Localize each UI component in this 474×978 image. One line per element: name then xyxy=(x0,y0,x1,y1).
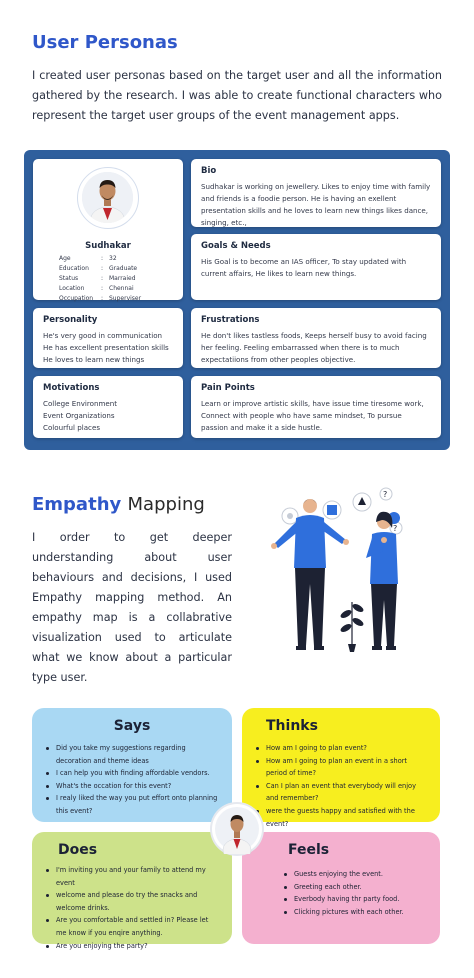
person-avatar-icon xyxy=(82,172,133,223)
person-avatar-icon xyxy=(212,804,262,854)
svg-text:?: ? xyxy=(393,524,398,533)
empathy-intro: I order to get deeper understanding about user behaviours and decisions, I used Empathy mapping method. An empathy map is a collabrative visualization used to articulate what we know about a particular type user. xyxy=(32,531,232,684)
attr-row: Location : Chennai xyxy=(59,285,134,292)
thinks-quadrant xyxy=(242,708,440,828)
list-item: Did you take my suggestions regarding decoration and theme ideas xyxy=(46,742,218,767)
persona-attributes xyxy=(59,254,141,304)
feels-title: Feels xyxy=(288,842,330,858)
personas-title: User Personas xyxy=(32,32,178,53)
personas-intro: I created user personas based on the target user and all the information gathered by the research. I was able to create functional characters who represent the target user groups of the event management apps. xyxy=(32,69,442,122)
avatar xyxy=(77,167,139,229)
attr-row: Education : Graduate xyxy=(59,265,138,272)
pain-points-title: Pain Points xyxy=(201,383,255,393)
attr-row: Age : 32 xyxy=(59,255,117,262)
list-item: He has excellent presentation skills xyxy=(43,343,169,352)
two-people-thinking-illustration xyxy=(262,484,432,654)
list-item: I can help you with finding affordable vendors. xyxy=(46,767,218,780)
list-item: Guests enjoying the event. xyxy=(284,868,426,881)
bio-text: Sudhakar is working on jewellery. Likes to enjoy time with family and friends is a foodie person. He is having an exellent presentation skills and he loves to learn new things likes dance, singing, etc., xyxy=(201,182,431,227)
personality-card xyxy=(33,308,183,368)
motivations-card xyxy=(33,376,183,438)
list-item: Colourful places xyxy=(43,423,101,432)
goals-card xyxy=(191,234,441,300)
frustrations-text: He don't likes tastless foods, Keeps herself busy to avoid facing her feeling. Feeling embarrassed when there is to much expectatiions from other peoples objective. xyxy=(201,331,427,364)
list-item: He loves to learn new things xyxy=(43,355,145,364)
bio-title: Bio xyxy=(201,166,217,176)
list-item: He's very good in communication xyxy=(43,331,163,340)
frustrations-card xyxy=(191,308,441,368)
list-item: How am I going to plan an event in a short period of time? xyxy=(256,755,426,780)
list-item: College Environment xyxy=(43,399,118,408)
list-item: How am I going to plan event? xyxy=(256,742,426,755)
personality-title: Personality xyxy=(43,315,98,325)
feels-quadrant xyxy=(242,832,440,944)
empathy-title: Empathy Mapping xyxy=(32,494,205,515)
list-item: Can I plan an event that everybody will enjoy and remember? xyxy=(256,780,426,805)
center-avatar xyxy=(212,804,262,854)
list-item: welcome and please do try the snacks and welcome drinks. xyxy=(46,889,218,914)
thinks-list xyxy=(256,742,426,830)
list-item: Greeting each other. xyxy=(284,881,426,894)
question-mark-icon: ? xyxy=(383,490,388,499)
square-shape-icon xyxy=(327,505,337,515)
list-item: Everbody having thr party food. xyxy=(284,893,426,906)
feels-list xyxy=(256,868,426,918)
profile-card xyxy=(33,159,183,300)
list-item: Are you comfortable and settled in? Please let me know if you enqire anything. xyxy=(46,914,218,939)
attr-row: Occupation : Superviser xyxy=(59,295,142,302)
does-title: Does xyxy=(58,842,98,858)
pain-points-text: Learn or improve artistic skills, have issue time tiresome work, Connect with people who have same mindset, To pursue passion and make it a side hustle. xyxy=(201,399,424,432)
persona-board xyxy=(24,150,450,450)
says-quadrant xyxy=(32,708,232,822)
attr-row: Status : Marraied xyxy=(59,275,136,282)
list-item: I realy liked the way you put effort onto planning this event? xyxy=(46,792,218,817)
says-title: Says xyxy=(113,718,151,734)
says-list xyxy=(46,742,218,818)
list-item: Clicking pictures with each other. xyxy=(284,906,426,919)
motivations-title: Motivations xyxy=(43,383,100,393)
does-quadrant xyxy=(32,832,232,950)
frustrations-title: Frustrations xyxy=(201,315,260,325)
list-item: What's the occation for this event? xyxy=(46,780,218,793)
list-item: were the guests happy and satisfied with the event? xyxy=(256,805,426,830)
goals-title: Goals & Needs xyxy=(201,241,271,251)
list-item: Event Organizations xyxy=(43,411,115,420)
persona-name: Sudhakar xyxy=(85,241,131,251)
pain-points-card xyxy=(191,376,441,438)
thinks-title: Thinks xyxy=(266,718,318,734)
list-item: Are you enjoying the party? xyxy=(46,940,218,953)
does-list xyxy=(46,864,218,952)
bio-card xyxy=(191,159,441,227)
triangle-shape-icon xyxy=(358,497,366,505)
list-item: I'm inviting you and your family to attend my event xyxy=(46,864,218,889)
goals-text: His Goal is to become an IAS officer, To stay updated with current affairs, He likes to learn new things. xyxy=(201,257,407,278)
